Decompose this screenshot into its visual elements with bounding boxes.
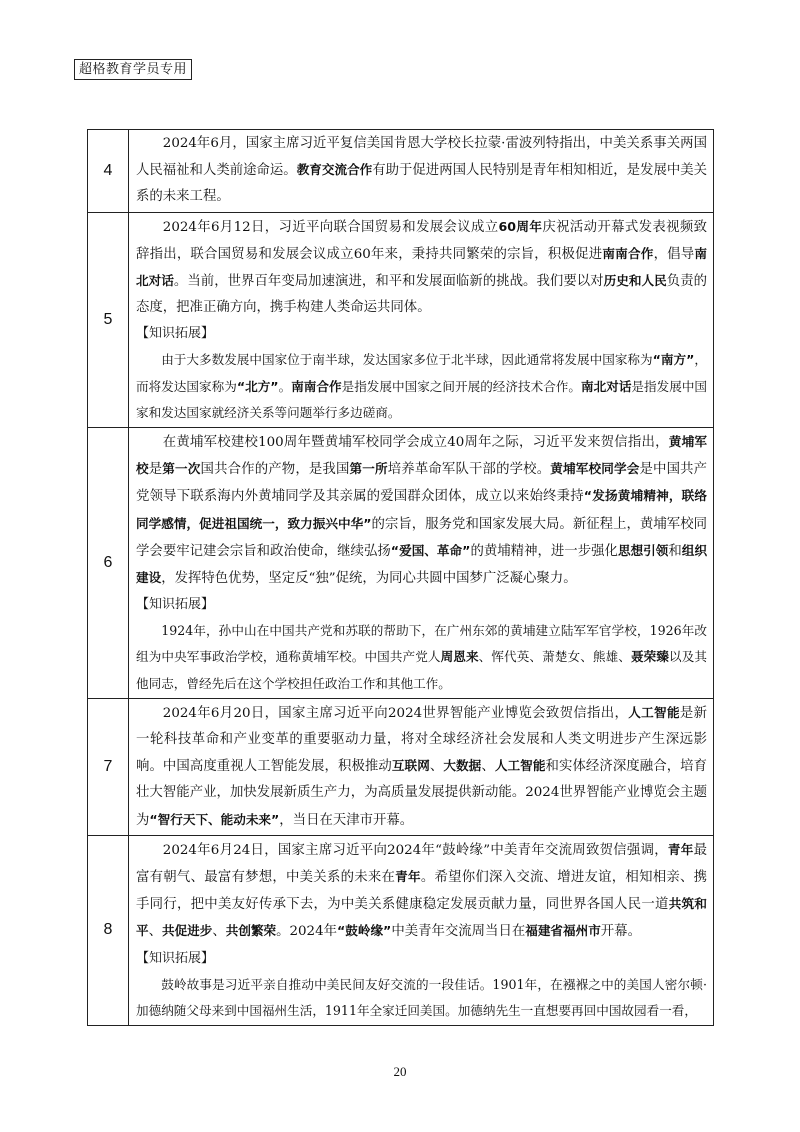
- news-paragraph: [136, 214, 707, 322]
- keyword-highlight: 青年: [395, 869, 421, 885]
- text-segment: 是指发展中国家之间开展的经济技术合作。: [341, 378, 582, 394]
- page-number: 20: [393, 1064, 407, 1079]
- keyword-highlight: 思想引领: [617, 542, 669, 558]
- text-segment: 国共合作的产物，是我国: [200, 462, 350, 478]
- text-segment: 中美青年交流周当日在: [391, 924, 526, 940]
- text-segment: 1924年，孙中山在中国共产党和苏联的帮助下，在广州东郊的黄埔建立陆军军官学校，1926年改组为中央军事政治学校，通称黄埔军校。中国共产党人: [136, 623, 707, 665]
- news-paragraph: [136, 429, 707, 592]
- news-paragraph: [136, 131, 707, 211]
- keyword-highlight: “南方”: [652, 352, 695, 368]
- text-segment: 培养革命军队干部的学校。: [387, 462, 551, 478]
- text-segment: 负责的态度，把准正确方向，携手构建人类命运共同体。: [136, 274, 708, 316]
- text-segment: 和: [668, 543, 682, 559]
- table-row: [88, 428, 714, 699]
- news-paragraph: [136, 837, 707, 946]
- text-segment: 最富有朝气、最富有梦想，中美关系的未来在: [136, 842, 708, 886]
- knowledge-extension-text: [136, 347, 707, 426]
- keyword-highlight: 黄埔军校同学会: [550, 461, 640, 477]
- table-row: [88, 130, 714, 213]
- keyword-highlight: 南北对话: [136, 245, 707, 289]
- text-segment: 2024年6月，国家主席习近平复信美国肯恩大学校长拉蒙·雷波列特指出，中美关系事关两国人民福祉和人类前途命运。: [136, 136, 707, 179]
- text-segment: 是中国共产党领导下联系海内外黄埔同学及其亲属的爱国群众团体，成立以来始终秉持: [136, 462, 708, 505]
- row-number: 5: [88, 212, 129, 427]
- text-segment: 开幕。: [600, 924, 641, 940]
- header-label: 超格教育学员专用: [74, 59, 192, 80]
- text-segment: 的宗旨，服务党和国家发展大局。新征程上，黄埔军校同学会要牢记建会宗旨和政治使命，继续弘扬: [136, 516, 707, 559]
- text-segment: 、恽代英、萧楚女、熊雄、: [478, 649, 631, 665]
- keyword-highlight: 教育交流合作: [296, 162, 373, 178]
- text-segment: 鼓岭故事是习近平亲自推动中美民间友好交流的一段佳话。1901年，在襁褓之中的美国人密尔顿·加德纳随父母来到中国福州生活，1911年全家迁回美国。加德纳先生一直想要再回中国故园看一看，: [136, 976, 707, 1018]
- text-segment: ，而将发达国家称为: [136, 352, 708, 394]
- text-segment: 是指发展中国家和发达国家就经济关系等问题举行多边磋商。: [136, 378, 708, 420]
- row-content: [129, 698, 714, 835]
- text-segment: 、: [429, 759, 444, 775]
- keyword-highlight: 青年: [667, 841, 694, 857]
- table-row: [88, 698, 714, 835]
- news-table: [87, 129, 714, 1026]
- keyword-highlight: “爱国、革命”: [390, 542, 471, 558]
- text-segment: 在黄埔军校建校100周年暨黄埔军校同学会成立40周年之际，习近平发来贺信指出，: [162, 435, 669, 451]
- keyword-highlight: 组织建设: [136, 542, 708, 586]
- row-number: 7: [88, 698, 129, 835]
- keyword-highlight: 周恩来: [440, 649, 479, 665]
- keyword-highlight: “北方”: [236, 378, 279, 394]
- row-content: [129, 130, 714, 213]
- row-content: [129, 835, 714, 1025]
- text-segment: 是新一轮科技革命和产业变革的重要驱动力量，将对全球经济社会发展和人类文明进步产生深远影响。中国高度重视人工智能发展，积极推动: [136, 705, 707, 775]
- text-segment: 由于大多数发展中国家位于南半球，发达国家多位于北半球，因此通常将发展中国家称为: [161, 352, 653, 368]
- keyword-highlight: 人工智能: [494, 758, 546, 774]
- table-row: [88, 835, 714, 1025]
- keyword-highlight: 南北对话: [581, 378, 632, 394]
- news-paragraph: [136, 700, 707, 834]
- text-segment: 有助于促进两国人民特别是青年相知相近，是发展中美关系的未来工程。: [136, 163, 708, 205]
- text-segment: 、: [481, 759, 495, 775]
- row-number: 6: [88, 428, 129, 699]
- keyword-highlight: 60周年: [498, 218, 543, 234]
- keyword-highlight: 南南合作: [291, 378, 342, 394]
- keyword-highlight: 互联网: [391, 758, 430, 774]
- text-segment: 2024年6月20日，国家主席习近平向2024世界智能产业博览会致贺信指出，: [162, 705, 629, 721]
- knowledge-extension-text: [136, 618, 707, 697]
- keyword-highlight: 共创繁荣: [225, 923, 277, 939]
- text-segment: 。当前，世界百年变局加速演进，和平和发展面临新的挑战。我们要以对: [173, 274, 604, 290]
- text-segment: 2024年6月12日，习近平向联合国贸易和发展会议成立: [162, 219, 499, 235]
- text-segment: 的黄埔精神，进一步强化: [470, 543, 618, 559]
- row-number: 4: [88, 130, 129, 213]
- keyword-highlight: 黄埔军校: [136, 434, 707, 477]
- knowledge-extension-title: 【知识拓展】: [136, 326, 215, 342]
- keyword-highlight: 共筑和平: [136, 896, 708, 939]
- text-segment: ，当日在天津市开幕。: [279, 812, 414, 828]
- keyword-highlight: 聂荣臻: [630, 649, 670, 665]
- text-segment: 。: [278, 378, 292, 394]
- text-segment: 庆祝活动开幕式发表视频致辞指出，联合国贸易和发展会议成立60年来，秉持共同繁荣的宗旨，积极促进: [136, 219, 707, 262]
- knowledge-extension-title: 【知识拓展】: [136, 950, 215, 966]
- text-segment: 。希望你们深入交流、增进友谊，相知相亲、携手同行，把中美友好传承下去，为中美关系健康稳定发展贡献力量，同世界各国人民一道: [136, 870, 708, 913]
- keyword-highlight: 第一次: [162, 461, 201, 477]
- keyword-highlight: “智行天下、能动未来”: [149, 811, 280, 827]
- text-segment: 、: [148, 924, 162, 940]
- keyword-highlight: 第一所: [349, 461, 388, 477]
- table-row: [88, 212, 714, 427]
- text-segment: 是: [148, 462, 163, 478]
- row-number: 8: [88, 835, 129, 1025]
- keyword-highlight: 历史和人民: [603, 273, 667, 289]
- text-segment: 和实体经济深度融合，培育壮大智能产业，加快发展新质生产力，为高质量发展提供新动能。2024世界智能产业博览会主题为: [136, 759, 708, 828]
- text-segment: 以及其他同志，曾经先后在这个学校担任政治工作和其他工作。: [136, 649, 708, 691]
- text-segment: ，发挥特色优势，坚定反“独”促统，为同心共圆中国梦广泛凝心聚力。: [161, 571, 577, 587]
- text-segment: 、: [212, 924, 226, 940]
- row-content: [129, 212, 714, 427]
- keyword-highlight: 大数据: [443, 758, 482, 774]
- keyword-highlight: “发扬黄埔精神，联络同学感情，促进祖国统一，致力振兴中华”: [136, 488, 708, 531]
- text-segment: 。2024年: [276, 924, 337, 940]
- knowledge-extension-title: 【知识拓展】: [136, 597, 215, 613]
- keyword-highlight: “鼓岭缘”: [336, 923, 392, 939]
- keyword-highlight: 福建省福州市: [525, 923, 601, 939]
- text-segment: ，倡导: [653, 246, 695, 262]
- text-segment: 2024年6月24日，国家主席习近平向2024年“鼓岭缘”中美青年交流周致贺信强调，: [162, 842, 668, 858]
- knowledge-extension-text: [136, 972, 707, 1024]
- row-content: [129, 428, 714, 699]
- keyword-highlight: 共促进步: [161, 923, 213, 939]
- keyword-highlight: 人工智能: [628, 704, 680, 720]
- table-body: [88, 130, 714, 1026]
- keyword-highlight: 南南合作: [602, 245, 654, 261]
